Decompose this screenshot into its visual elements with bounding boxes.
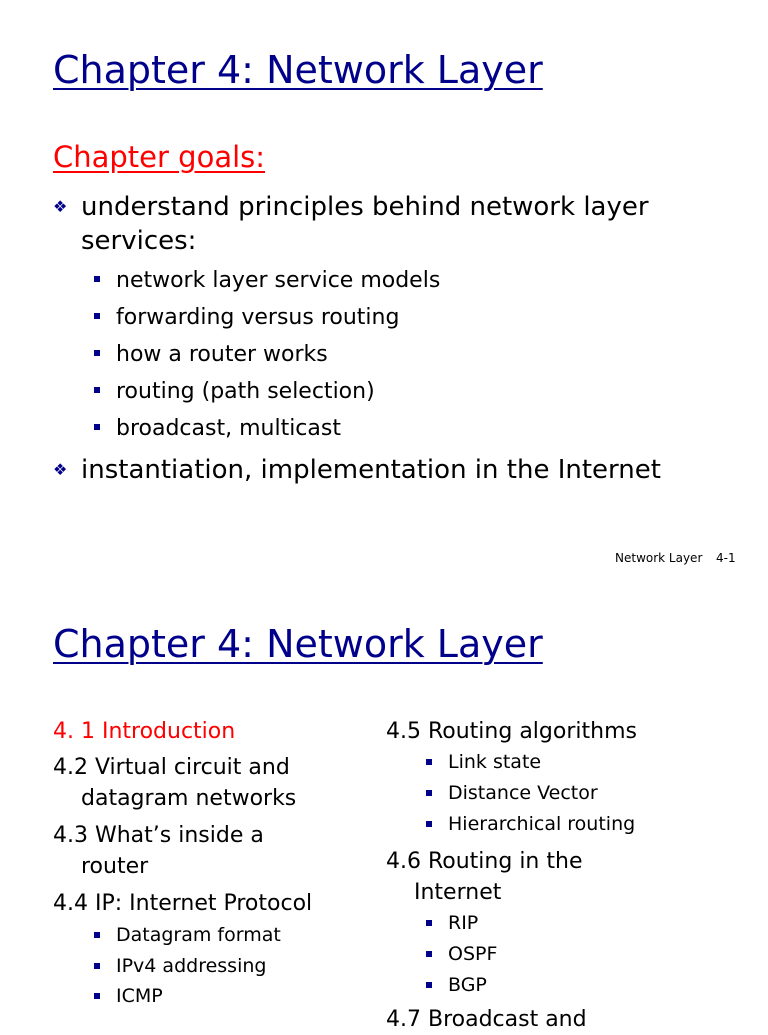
goal-text: understand principles behind network layer services: — [81, 192, 649, 256]
square-bullet-icon — [94, 387, 100, 393]
outline-item-text: 4. 1 Introduction — [53, 719, 236, 744]
slide-title: Chapter 4: Network Layer — [53, 48, 543, 92]
square-bullet-icon — [426, 920, 432, 926]
footer-label: Network Layer — [615, 551, 703, 565]
sub-bullet — [116, 305, 399, 330]
outline-sub-item — [116, 985, 163, 1007]
sub-bullet-text: broadcast, multicast — [116, 416, 341, 441]
outline-sub-item-text: Link state — [448, 751, 542, 773]
goal-text: instantiation, implementation in the Internet — [81, 455, 661, 485]
outline-item — [386, 1004, 587, 1035]
outline-sub-item — [448, 782, 598, 804]
square-bullet-icon — [426, 951, 432, 957]
chapter-goals-heading: Chapter goals: — [53, 140, 266, 174]
outline-item-text: 4.2 Virtual circuit and — [53, 755, 290, 780]
slide-title: Chapter 4: Network Layer — [53, 622, 543, 666]
diamond-bullet-icon: ❖ — [53, 197, 68, 216]
outline-sub-item — [116, 924, 281, 946]
outline-sub-item-text: OSPF — [448, 943, 498, 965]
outline-sub-item-text: IPv4 addressing — [116, 955, 267, 977]
square-bullet-icon — [94, 424, 100, 430]
square-bullet-icon — [94, 932, 100, 938]
sub-bullet-text: network layer service models — [116, 268, 441, 293]
outline-sub-item — [448, 912, 478, 934]
square-bullet-icon — [94, 350, 100, 356]
sub-bullet-text: how a router works — [116, 342, 328, 367]
outline-item-text: 4.3 What’s inside a — [53, 823, 264, 848]
outline-item — [386, 716, 637, 747]
outline-sub-item — [448, 751, 541, 773]
outline-item — [53, 888, 312, 919]
sub-bullet — [116, 342, 328, 367]
sub-bullet — [116, 416, 341, 441]
sub-bullet — [116, 268, 440, 293]
outline-sub-item — [448, 813, 635, 835]
outline-item-text: 4.6 Routing in the — [386, 849, 583, 874]
outline-sub-item — [116, 955, 266, 977]
square-bullet-icon — [94, 313, 100, 319]
outline-item-text: 4.7 Broadcast and — [386, 1007, 587, 1032]
goal-bullet — [53, 453, 741, 487]
square-bullet-icon — [426, 982, 432, 988]
outline-item-current — [53, 716, 235, 747]
square-bullet-icon — [94, 276, 100, 282]
outline-sub-item — [448, 974, 487, 996]
slide-2 — [0, 584, 768, 1032]
outline-sub-item-text: Datagram format — [116, 924, 281, 946]
square-bullet-icon — [94, 993, 100, 999]
outline-sub-item-text: Distance Vector — [448, 782, 598, 804]
outline-item — [386, 846, 582, 908]
sub-bullet-text: routing (path selection) — [116, 379, 375, 404]
goal-bullet — [53, 190, 721, 258]
square-bullet-icon — [426, 759, 432, 765]
sub-bullet — [116, 379, 375, 404]
outline-sub-item-text: BGP — [448, 974, 487, 996]
sub-bullet-text: forwarding versus routing — [116, 305, 400, 330]
outline-item — [53, 752, 296, 814]
outline-sub-item-text: ICMP — [116, 985, 163, 1007]
square-bullet-icon — [426, 821, 432, 827]
outline-item-text: 4.5 Routing algorithms — [386, 719, 637, 744]
page-number: 4-1 — [716, 551, 736, 565]
outline-item-text-cont: Internet — [414, 880, 502, 905]
outline-sub-item-text: RIP — [448, 912, 479, 934]
outline-item-text-cont: datagram networks — [81, 786, 297, 811]
diamond-bullet-icon: ❖ — [53, 460, 68, 479]
outline-sub-item-text: Hierarchical routing — [448, 813, 636, 835]
outline-item — [53, 820, 264, 882]
outline-sub-item — [448, 943, 497, 965]
square-bullet-icon — [426, 790, 432, 796]
outline-item-text: 4.4 IP: Internet Protocol — [53, 891, 313, 916]
outline-item-text-cont: router — [81, 854, 149, 879]
square-bullet-icon — [94, 963, 100, 969]
